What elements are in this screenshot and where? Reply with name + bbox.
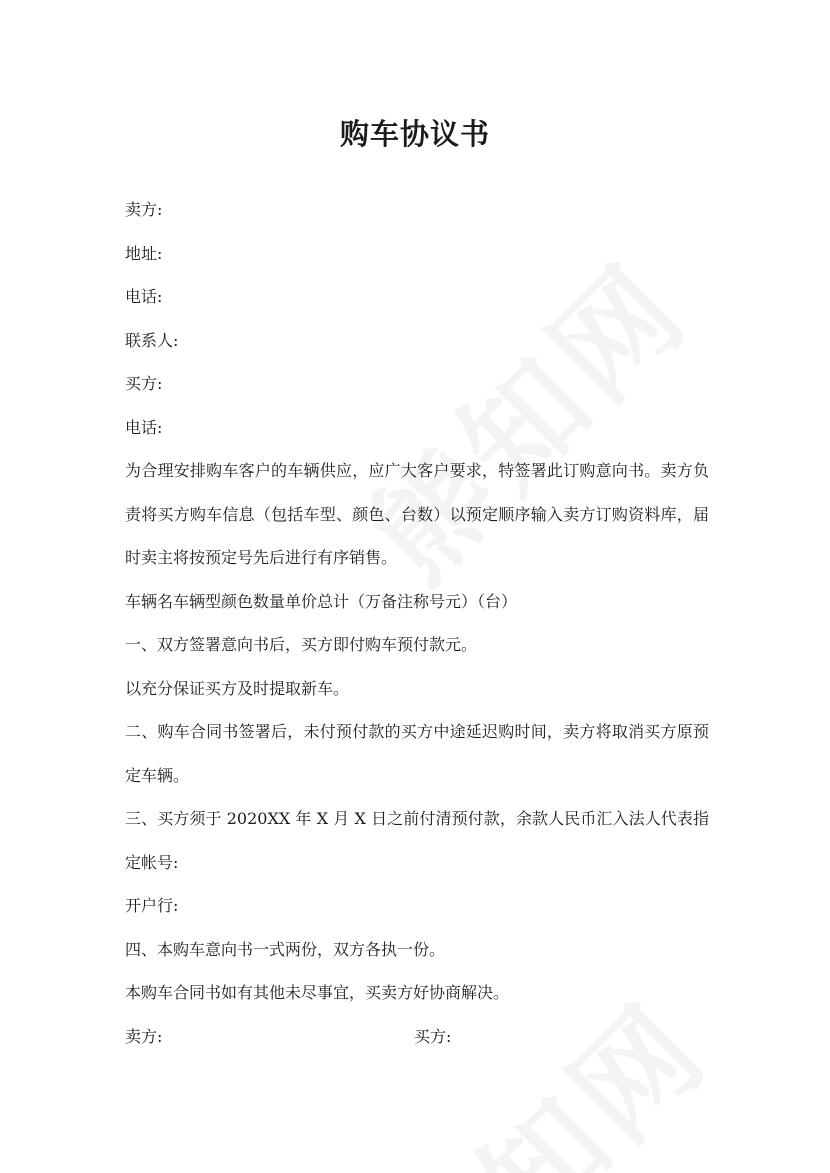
intro-paragraph: 为合理安排购车客户的车辆供应，应广大客户要求，特签署此订购意向书。卖方负责将买方购车信息（包括车型、颜色、台数）以预定顺序输入卖方订购资料库，届时卖主将按预定号先后进行有序销售。 [125,461,709,567]
buyer-signature: 买方: [414,1026,452,1046]
clause-1-continuation: 以充分保证买方及时提取新车。 [125,678,350,698]
contact-field: 联系人: [125,330,179,350]
closing-paragraph: 本购车合同书如有其他未尽事宜，买卖方好协商解决。 [125,983,510,1002]
document-body [125,188,709,1058]
seller-field: 卖方: [125,200,163,219]
buyer-field: 买方: [125,374,163,393]
signature-row [125,1015,709,1059]
seller-signature: 卖方: [125,1026,163,1046]
clause-2: 二、购车合同书签署后，未付预付款的买方中途延迟购时间，卖方将取消买方原预定车辆。 [125,722,709,785]
address-field: 地址: [125,243,163,263]
bank-field: 开户行: [125,896,179,915]
clause-3: 三、买方须于 2020XX 年 X 月 X 日之前付清预付款，余款人民币汇入法人代表指定帐号: [125,809,709,872]
buyer-phone-field: 电话: [125,417,163,437]
document-title: 购车协议书 [339,117,490,151]
phone-field: 电话: [125,287,163,306]
table-header-line: 车辆名车辆型颜色数量单价总计（万备注称号元）（台） [125,591,518,611]
clause-4: 四、本购车意向书一式两份，双方各执一份。 [125,939,446,959]
clause-1: 一、双方签署意向书后，买方即付购车预付款元。 [125,635,478,654]
